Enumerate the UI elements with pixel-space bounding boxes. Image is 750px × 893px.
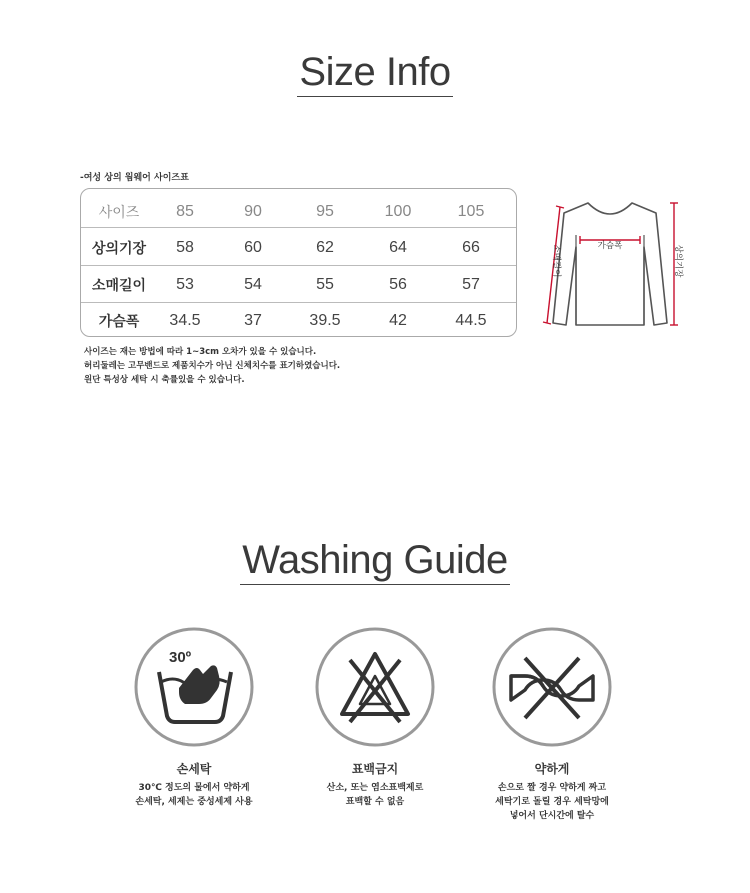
no-wring-icon <box>491 626 613 748</box>
wash-label: 손세탁 <box>176 762 212 776</box>
table-cell: 55 <box>316 275 334 293</box>
row-label: 소매길이 <box>91 277 147 294</box>
washing-guide-title: Washing Guide <box>0 538 750 585</box>
temperature-text: 30º <box>169 649 192 666</box>
table-cell: 39.5 <box>309 311 341 329</box>
table-cell: 42 <box>389 311 407 329</box>
wash-desc <box>94 781 294 809</box>
wash-desc-line: 손세탁, 세제는 중성세제 사용 <box>135 797 253 807</box>
wash-desc-line: 넣어서 단시간에 탈수 <box>509 811 595 821</box>
table-cell: 66 <box>462 238 480 256</box>
wash-label: 표백금지 <box>351 762 399 776</box>
table-cell: 53 <box>176 275 194 293</box>
table-cell: 64 <box>389 238 407 256</box>
top-length-label: 상의기장 <box>673 244 683 278</box>
header-cell: 85 <box>176 202 194 220</box>
size-table <box>80 188 517 337</box>
header-cell: 90 <box>244 202 262 220</box>
table-cell: 34.5 <box>169 311 201 329</box>
table-cell: 58 <box>176 238 194 256</box>
table-cell: 44.5 <box>455 311 487 329</box>
size-note: 사이즈는 재는 방법에 따라 1~3cm 오차가 있을 수 있습니다. <box>84 347 317 357</box>
row-divider <box>81 227 516 228</box>
wash-desc-line: 손으로 짤 경우 약하게 짜고 <box>497 783 607 793</box>
wash-desc-line: 30℃ 정도의 물에서 약하게 <box>138 783 250 793</box>
table-cell: 57 <box>462 275 480 293</box>
sleeve-length-label: 소매길이 <box>551 244 561 278</box>
size-info-title: Size Info <box>0 50 750 97</box>
size-note: 허리둘레는 고무밴드로 제품치수가 아닌 신체치수를 표기하였습니다. <box>84 361 341 371</box>
wash-desc <box>452 781 652 823</box>
wash-desc-line: 산소, 또는 염소표백제로 <box>326 783 424 793</box>
table-cell: 37 <box>244 311 262 329</box>
wash-label: 약하게 <box>534 762 570 776</box>
shirt-measure-diagram <box>530 195 690 335</box>
row-label: 상의기장 <box>91 240 147 257</box>
header-label: 사이즈 <box>98 204 140 221</box>
hand-wash-icon <box>133 626 255 748</box>
table-row <box>81 266 516 303</box>
row-label: 가슴폭 <box>98 313 140 330</box>
size-notes <box>84 345 340 387</box>
header-cell: 105 <box>457 202 485 220</box>
wash-desc-line: 표백할 수 없음 <box>345 797 405 807</box>
table-cell: 56 <box>389 275 407 293</box>
table-cell: 60 <box>244 238 262 256</box>
table-row <box>81 302 516 339</box>
wash-desc <box>275 781 475 809</box>
chest-width-label: 가슴폭 <box>597 241 623 251</box>
table-row <box>81 229 516 266</box>
table-header-row <box>81 193 516 230</box>
size-note: 원단 특성상 세탁 시 축률있을 수 있습니다. <box>84 375 245 385</box>
wash-desc-line: 세탁기로 돌릴 경우 세탁망에 <box>495 797 609 807</box>
size-table-caption: -여성 상의 웜웨어 사이즈표 <box>80 173 189 183</box>
no-bleach-icon <box>314 626 436 748</box>
header-cell: 100 <box>384 202 412 220</box>
table-cell: 54 <box>244 275 262 293</box>
table-cell: 62 <box>316 238 334 256</box>
header-cell: 95 <box>316 202 334 220</box>
